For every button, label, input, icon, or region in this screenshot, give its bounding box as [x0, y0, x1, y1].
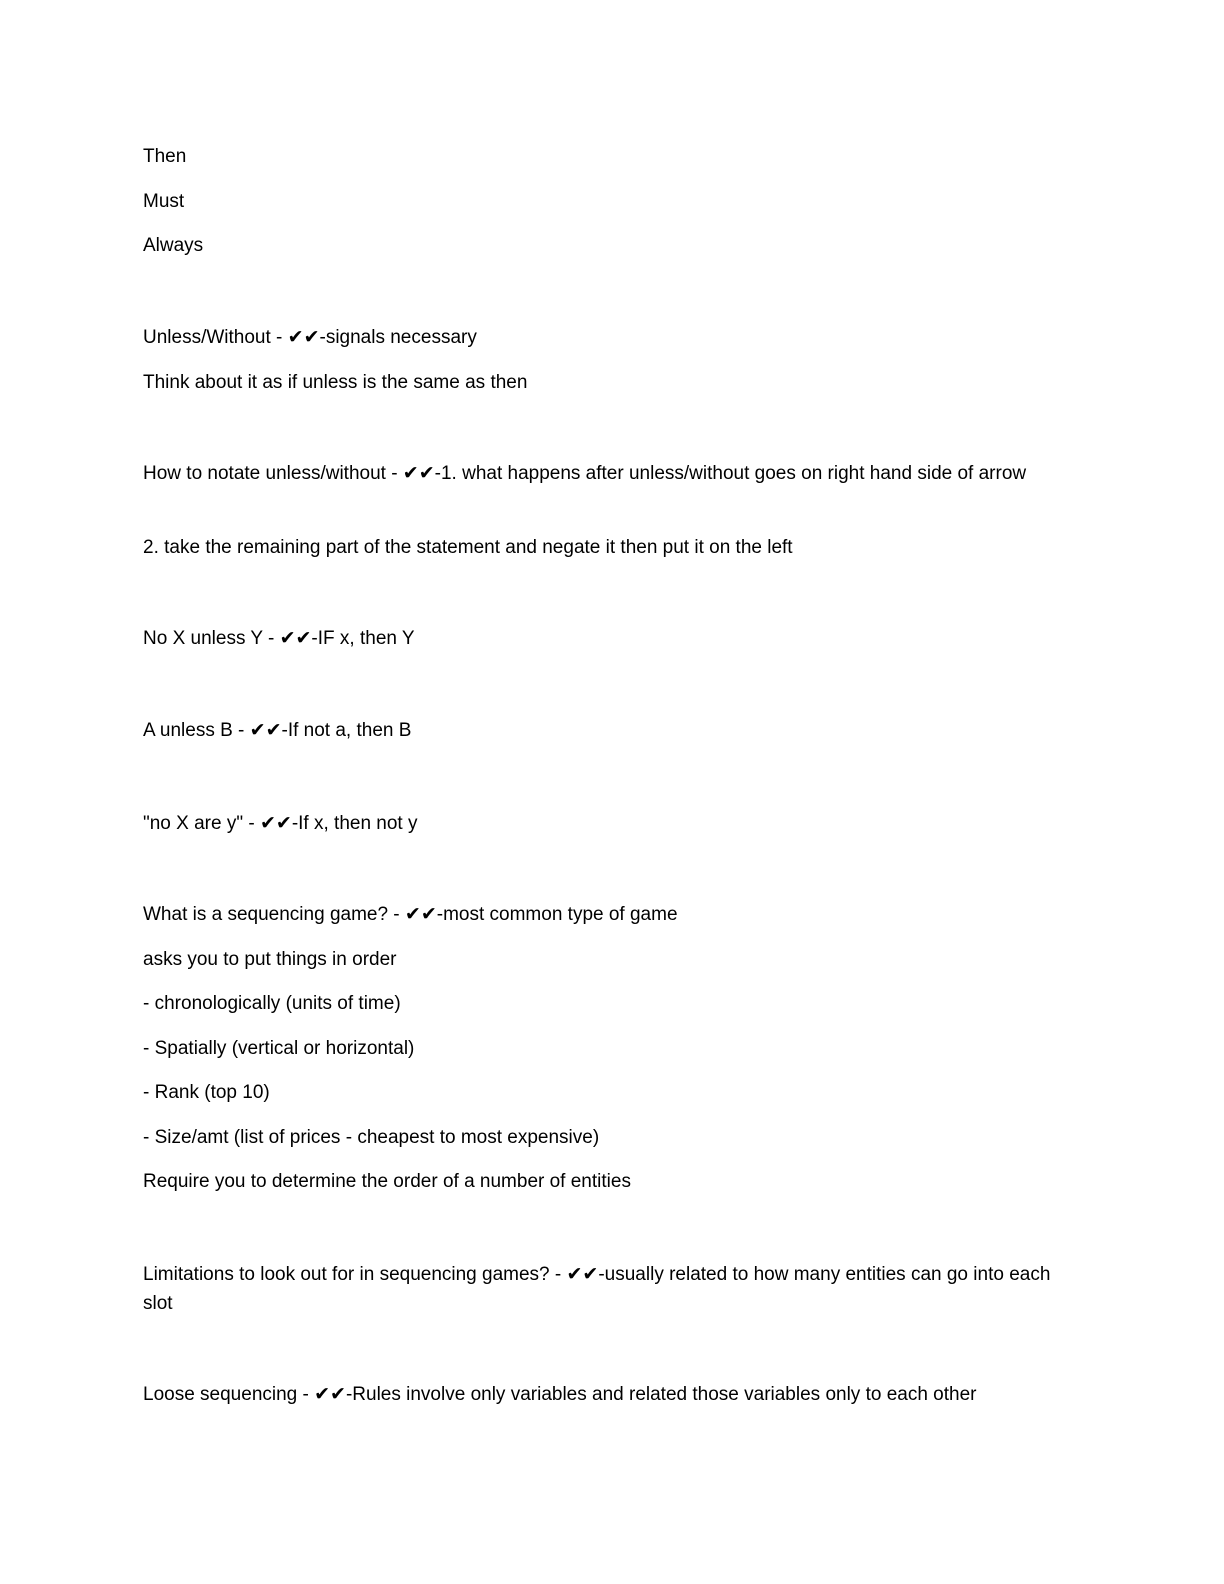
text-line-put-in-order: asks you to put things in order: [143, 949, 397, 970]
text-line-unless-without: Unless/Without - ✔✔-signals necessary: [143, 327, 477, 348]
text-line-loose-sequencing: Loose sequencing - ✔✔-Rules involve only variables and related those variables only to each other: [143, 1384, 977, 1405]
text-line-spatially: - Spatially (vertical or horizontal): [143, 1038, 415, 1059]
text-line-size-amt: - Size/amt (list of prices - cheapest to most expensive): [143, 1127, 600, 1148]
text-line-how-to-notate: How to notate unless/without - ✔✔-1. what happens after unless/without goes on right hand side of arrow: [143, 463, 1027, 484]
text-line-no-x-are-y: "no X are y" - ✔✔-If x, then not y: [143, 813, 418, 834]
text-line-chronologically: - chronologically (units of time): [143, 993, 401, 1014]
text-line-always: Always: [143, 235, 204, 256]
text-line-must: Must: [143, 191, 185, 212]
text-line-no-x-unless-y: No X unless Y - ✔✔-IF x, then Y: [143, 628, 415, 649]
text-line-determine-order: Require you to determine the order of a number of entities: [143, 1171, 631, 1192]
text-line-a-unless-b: A unless B - ✔✔-If not a, then B: [143, 720, 412, 741]
text-line-negate-remaining: 2. take the remaining part of the statement and negate it then put it on the left: [143, 537, 793, 558]
text-line-think-about-it: Think about it as if unless is the same as then: [143, 372, 528, 393]
text-line-sequencing-game: What is a sequencing game? - ✔✔-most common type of game: [143, 904, 678, 925]
text-line-rank: - Rank (top 10): [143, 1082, 270, 1103]
text-line-then: Then: [143, 146, 187, 167]
text-line-limitations: Limitations to look out for in sequencing games? - ✔✔-usually related to how many entities can go into each slot: [143, 1264, 1051, 1314]
